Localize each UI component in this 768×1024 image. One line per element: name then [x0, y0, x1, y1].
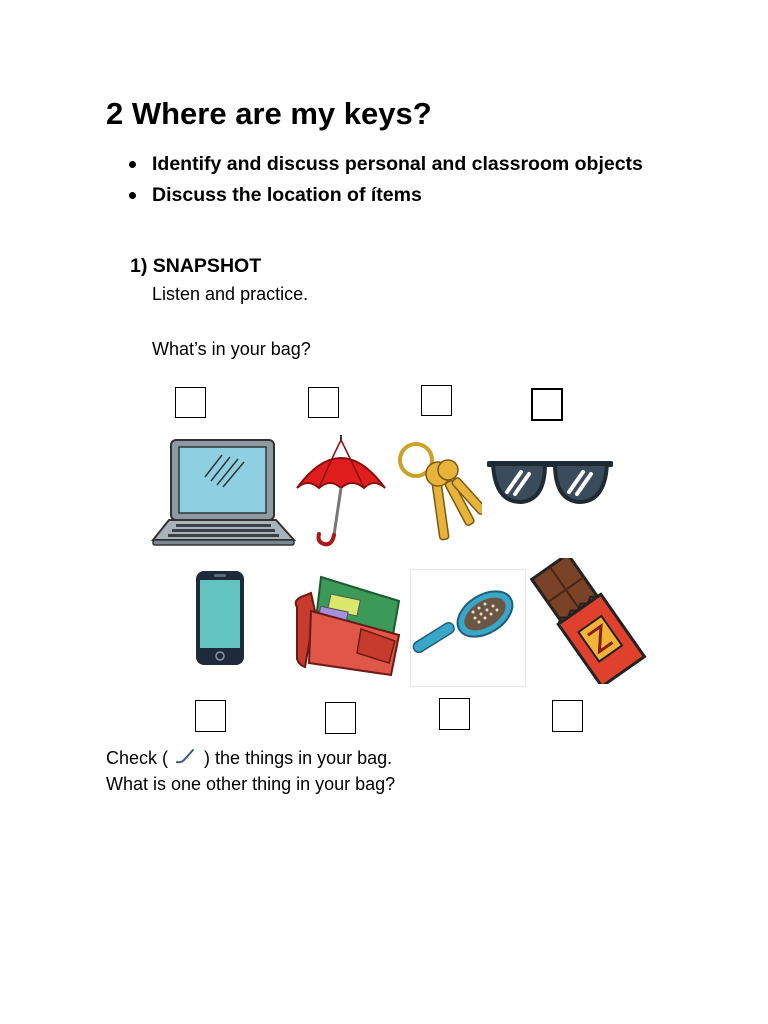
- check-prefix: Check (: [106, 748, 169, 768]
- objective-item: [152, 184, 422, 207]
- bullet-icon: [129, 161, 136, 168]
- checkbox-laptop[interactable]: [175, 387, 206, 418]
- sunglasses-image: [487, 456, 613, 508]
- objective-text: Identify and discuss personal and classroom objects: [152, 153, 643, 175]
- instruction-text: Listen and practice.: [152, 284, 309, 304]
- umbrella-image: [294, 432, 388, 550]
- bullet-icon: [129, 192, 136, 199]
- checkbox-mobile-phone[interactable]: [195, 700, 226, 732]
- checkbox-hairbrush[interactable]: [439, 698, 470, 730]
- laptop-image: [150, 437, 296, 547]
- chocolate-bar-image: [526, 558, 652, 684]
- checkbox-umbrella[interactable]: [308, 387, 339, 418]
- checkbox-chocolate-bar[interactable]: [552, 700, 583, 732]
- checkbox-keys[interactable]: [421, 385, 452, 416]
- check-suffix: ) the things in your bag.: [204, 748, 393, 768]
- objective-item: [152, 153, 643, 176]
- checkmark-icon: [173, 748, 199, 771]
- mobile-phone-image: [195, 570, 245, 666]
- section-heading: 1) SNAPSHOT: [130, 255, 262, 277]
- keys-image: [392, 442, 482, 546]
- page-title: 2 Where are my keys?: [106, 96, 432, 131]
- wallet-image: [291, 567, 407, 679]
- check-instruction: [106, 748, 392, 771]
- hairbrush-image: [410, 569, 526, 687]
- question-text: What’s in your bag?: [152, 339, 311, 359]
- checkbox-sunglasses[interactable]: [531, 388, 563, 421]
- objective-text: Discuss the location of ítems: [152, 184, 422, 206]
- other-thing-question: What is one other thing in your bag?: [106, 774, 396, 794]
- checkbox-wallet[interactable]: [325, 702, 356, 734]
